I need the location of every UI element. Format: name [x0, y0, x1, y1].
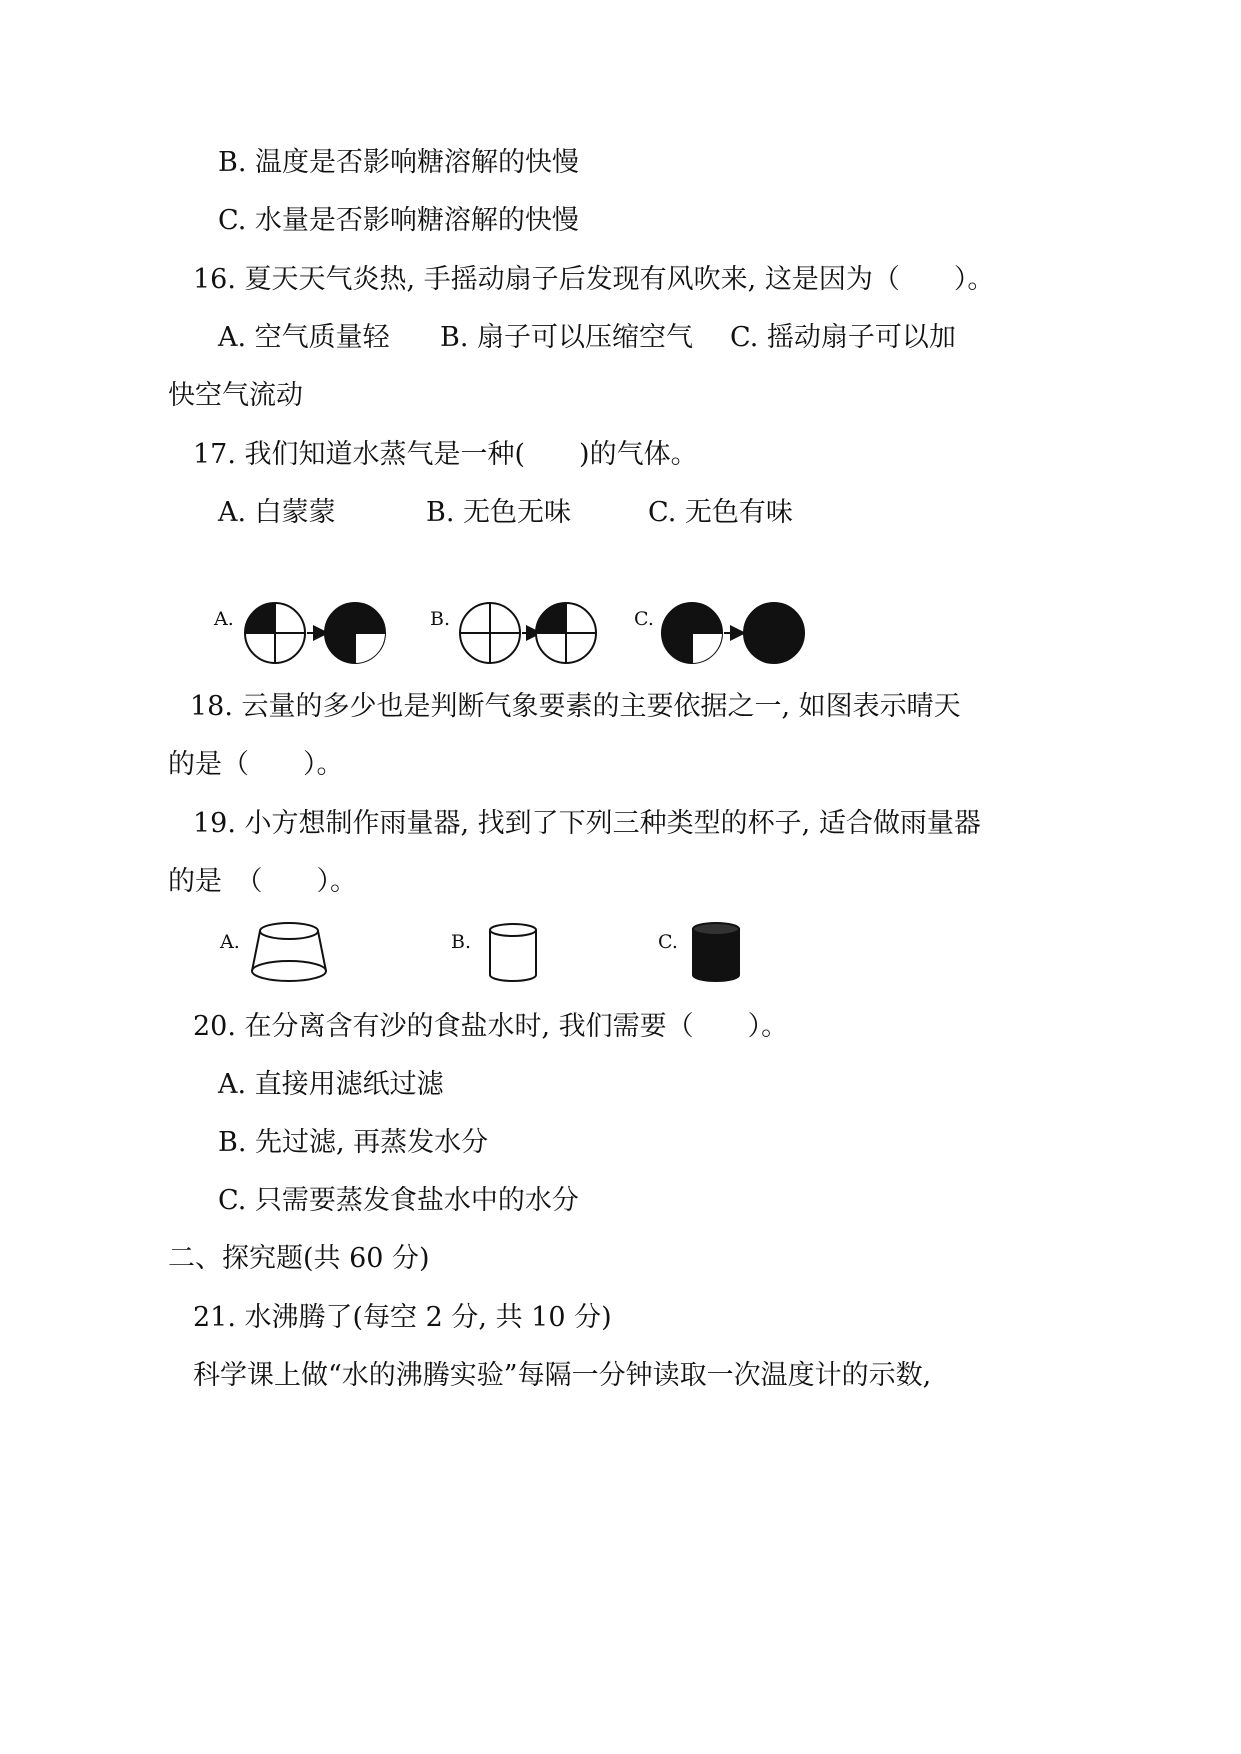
q20-option-c: C. 只需要蒸发食盐水中的水分 [218, 1185, 579, 1216]
q19-cups-figure [0, 915, 1241, 995]
q18-stem-line1: 18. 云量的多少也是判断气象要素的主要依据之一, 如图表示晴天 [190, 691, 961, 722]
quarter-cloud-icon [536, 603, 596, 663]
q18-figure-label-a: A. [214, 608, 234, 630]
q18-figure-label-b: B. [430, 608, 451, 630]
q18-cloud-cover-figure [0, 590, 1241, 690]
q16-option-a: A. 空气质量轻 [218, 322, 390, 353]
q17-option-b: B. 无色无味 [426, 497, 572, 528]
q19-stem-line1: 19. 小方想制作雨量器, 找到了下列三种类型的杯子, 适合做雨量器 [193, 808, 981, 839]
q19-figure-label-b: B. [451, 931, 472, 953]
q15-option-b: B. 温度是否影响糖溶解的快慢 [218, 147, 580, 178]
q21-stem: 21. 水沸腾了(每空 2 分, 共 10 分) [193, 1302, 612, 1333]
q19-figure-label-a: A. [220, 931, 240, 953]
q19-stem-line2: 的是 （ ）。 [168, 866, 357, 897]
cylinder-cup-icon [490, 924, 536, 981]
q20-option-b: B. 先过滤, 再蒸发水分 [218, 1127, 489, 1158]
q20-option-a: A. 直接用滤纸过滤 [218, 1069, 444, 1100]
three-quarter-cloud-icon [662, 603, 722, 663]
q16-option-b: B. 扇子可以压缩空气 [440, 322, 694, 353]
q17-option-a: A. 白蒙蒙 [218, 497, 336, 528]
overcast-icon [744, 603, 804, 663]
three-quarter-cloud-icon [325, 603, 385, 663]
quarter-cloud-icon [245, 603, 305, 663]
q17-option-c: C. 无色有味 [648, 497, 793, 528]
q20-stem: 20. 在分离含有沙的食盐水时, 我们需要（ ）。 [193, 1011, 789, 1042]
q16-option-c: C. 摇动扇子可以加 [730, 322, 956, 353]
opaque-cup-icon [693, 923, 739, 981]
tapered-cup-icon [252, 923, 326, 981]
q17-stem: 17. 我们知道水蒸气是一种( )的气体。 [193, 439, 698, 470]
q19-figure-label-c: C. [658, 931, 678, 953]
q16-stem: 16. 夏天天气炎热, 手摇动扇子后发现有风吹来, 这是因为（ ）。 [193, 264, 995, 295]
q16-option-c-continued: 快空气流动 [168, 380, 303, 411]
q21-body: 科学课上做“水的沸腾实验”每隔一分钟读取一次温度计的示数, [193, 1360, 932, 1391]
q18-figure-label-c: C. [634, 608, 654, 630]
q18-option-b-symbols [460, 603, 596, 663]
section2-title: 二、探究题(共 60 分) [168, 1243, 430, 1274]
clear-sky-icon [460, 603, 520, 663]
q18-option-c-symbols [662, 603, 804, 663]
q18-stem-line2: 的是（ ）。 [168, 749, 344, 780]
q15-option-c: C. 水量是否影响糖溶解的快慢 [218, 205, 579, 236]
q18-option-a-symbols [245, 603, 385, 663]
